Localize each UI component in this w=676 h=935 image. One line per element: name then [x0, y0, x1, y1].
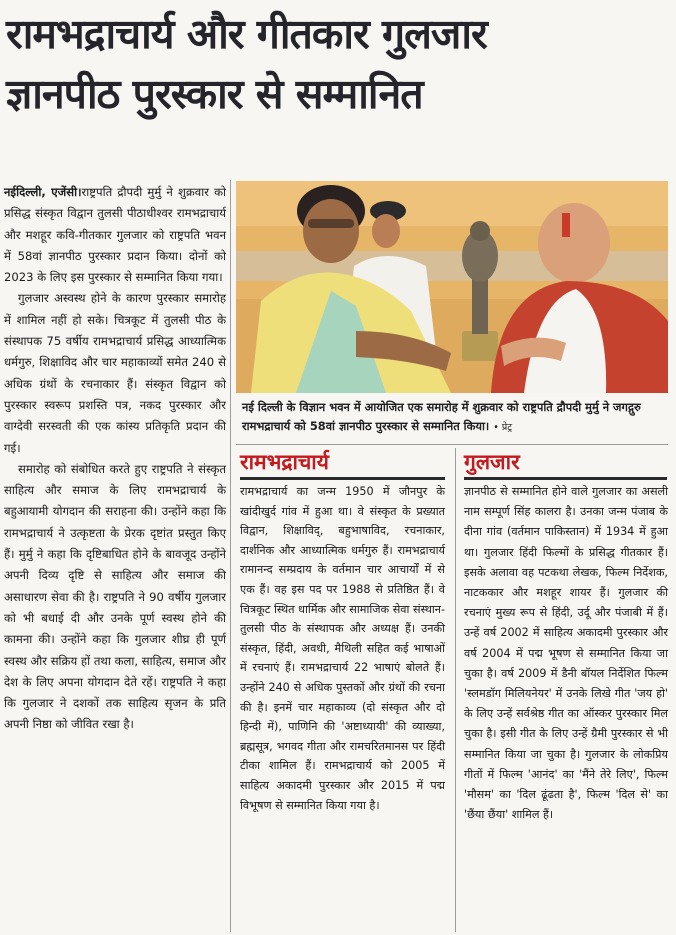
profile-heading-underline — [464, 477, 667, 480]
ceremony-photo — [236, 181, 668, 393]
profile-gulzar — [464, 482, 668, 825]
profile-rambhadracharya-text: रामभद्राचार्य का जन्म 1950 में जौनपुर के खांदीखुर्द गांव में हुआ था। वे संस्कृत के प्रख्यात विद्वान, शिक्षाविद्, बहुभाषाविद, रचनाकार, दार्शनिक और आध्यात्मिक धर्मगुरु हैं। रामभद्राचार्य रामानन्द सम्प्रदाय के वर्तमान चार आचार्यों में से एक हैं। वह इस पद पर 1988 से प्रतिष्ठित हैं। वे चित्रकूट स्थित धार्मिक और सामाजिक सेवा संस्थान-तुलसी पीठ के संस्थापक और अध्यक्ष हैं। उनकी संस्कृत, हिंदी, अवधी, मैथिली सहित कई भाषाओं में रचनाएं हैं। रामभद्राचार्य 22 भाषाएं बोलते हैं। उन्होंने 240 से अधिक पुस्तकों और ग्रंथों की रचना की है। इनमें चार महाकाव्य (दो संस्कृत और दो हिन्दी में), पाणिनि की 'अष्टाध्यायी' की व्याख्या, ब्रह्मसूत्र, भगवद गीता और रामचरितमानस पर हिंदी टीका शामिल हैं। रामभद्राचार्य को 2005 में साहित्य अकादमी पुरस्कार और 2015 में पद्म विभूषण से सम्मानित किया गया है। — [240, 485, 445, 812]
photo-credit: • प्रेट्र — [493, 422, 513, 433]
lead-paragraph-2: गुलजार अस्वस्थ होने के कारण पुरस्कार समारोह में शामिल नहीं हो सके। चित्रकूट में तुलसी पीठ के संस्थापक 75 वर्षीय रामभद्राचार्य प्रसिद्ध आध्यात्मिक धर्मगुरु, शिक्षाविद और चार महाकाव्यों समेत 240 से अधिक ग्रंथों के रचनाकार हैं। संस्कृत विद्वान को पुरस्कार स्वरूप प्रशस्ति पत्र, नकद पुरस्कार और वाग्देवी सरस्वती की एक कांस्य प्रतिकृति प्रदान की गई। — [4, 291, 226, 455]
profile-heading-underline — [240, 477, 445, 480]
headline-line-1: रामभद्राचार्य और गीतकार गुलजार — [6, 10, 487, 58]
lead-paragraph-3: समारोह को संबोधित करते हुए राष्ट्रपति ने संस्कृत साहित्य और समाज के लिए रामभद्राचार्य के बहुआयामी योगदान की सराहना की। उन्होंने कहा कि रामभद्राचार्य ने उत्कृष्टता के प्रेरक दृष्टांत प्रस्तुत किए हैं। मुर्मु ने कहा कि दृष्टिबाधित होने के बावजूद उन्होंने अपनी दिव्य दृष्टि से साहित्य और समाज की असाधारण सेवा की है। राष्ट्रपति ने 90 वर्षीय गुलजार को भी बधाई दी और उनके पूर्ण स्वस्थ होने की कामना की। उन्होंने कहा कि गुलजार शीघ्र ही पूर्ण स्वस्थ और सक्रिय हों तथा कला, साहित्य, समाज और देश के लिए अपना योगदान देते रहें। राष्ट्रपति ने कहा कि गुलजार ने दशकों तक साहित्य सृजन के प्रति अपनी निष्ठा को जीवित रखा है। — [4, 461, 226, 732]
column-divider — [230, 180, 231, 932]
headline — [6, 4, 670, 124]
lead-paragraph-1: नईदिल्ली, एजेंसी।राष्ट्रपति द्रौपदी मुर्मु ने शुक्रवार को प्रसिद्ध संस्कृत विद्वान तुलसी पीठाधीश्वर रामभद्राचार्य और मशहूर कवि-गीतकार गुलजार को राष्ट्रपति भवन में 58वां ज्ञानपीठ पुरस्कार प्रदान किया। दोनों को 2023 के लिए इस पुरस्कार से सम्मानित किया गया। — [4, 185, 226, 285]
profile-heading-gulzar: गुलजार — [464, 450, 520, 474]
photo-caption-text: नई दिल्ली के विज्ञान भवन में आयोजित एक समारोह में शुक्रवार को राष्ट्रपति द्रौपदी मुर्मु ने जगद्गुरु रामभद्राचार्य को 58वां ज्ञानपीठ पुरस्कार से सम्मानित किया। — [242, 400, 641, 433]
photo-caption — [242, 398, 666, 437]
headline-line-2: ज्ञानपीठ पुरस्कार से सम्मानित — [6, 70, 423, 118]
column-divider — [455, 448, 456, 932]
profile-rambhadracharya — [240, 482, 445, 815]
profile-gulzar-text: ज्ञानपीठ से सम्मानित होने वाले गुलजार का असली नाम सम्पूर्ण सिंह कालरा है। उनका जन्म पंजाब के दीना गांव (वर्तमान पाकिस्तान) में 1934 में हुआ था। गुलजार हिंदी फिल्मों के प्रसिद्ध गीतकार हैं। इसके अलावा वह पटकथा लेखक, फिल्म निर्देशक, नाटककार और मशहूर शायर हैं। गुलजार की रचनाएं मुख्य रूप से हिंदी, उर्दू और पंजाबी में हैं। उन्हें वर्ष 2002 में साहित्य अकादमी पुरस्कार और वर्ष 2004 में पद्म भूषण से सम्मानित किया जा चुका है। वर्ष 2009 में डैनी बॉयल निर्देशित फिल्म 'स्लमडॉग मिलियनेयर' में उनके लिखे गीत 'जय हो' के लिए उन्हें सर्वश्रेष्ठ गीत का ऑस्कर पुरस्कार मिल चुका है। इसी गीत के लिए उन्हें ग्रैमी पुरस्कार से भी सम्मानित किया जा चुका है। गुलजार के लोकप्रिय गीतों में फिल्म 'आनंद' का 'मैंने तेरे लिए', फिल्म 'मौसम' का 'दिल ढूंढता है', फिल्म 'दिल से' का 'छैंया छैंया' शामिल हैं। — [464, 485, 668, 822]
section-divider — [236, 444, 668, 445]
profile-heading-rambhadracharya: रामभद्राचार्य — [240, 450, 329, 474]
ceremony-photo-illustration — [236, 181, 668, 393]
lead-article — [4, 182, 226, 736]
dateline: नईदिल्ली, एजेंसी। — [4, 185, 82, 199]
